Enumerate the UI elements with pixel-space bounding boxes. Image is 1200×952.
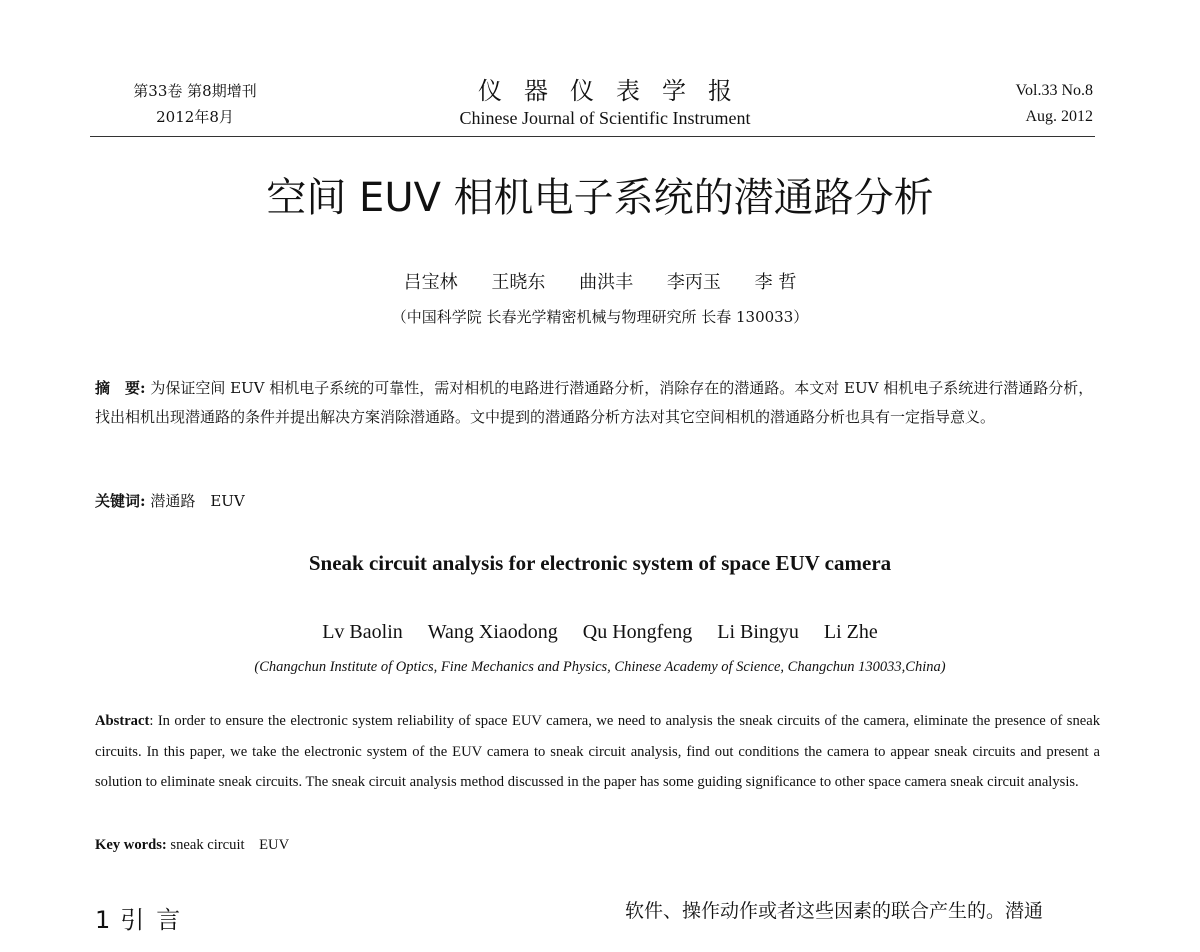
date-en: Aug. 2012 xyxy=(1025,108,1093,125)
paper-title-en: Sneak circuit analysis for electronic system of space EUV camera xyxy=(308,551,892,575)
affiliation-en: (Changchun Institute of Optics, Fine Mechanics and Physics, Chinese Academy of Science, Changchun 130033,China) xyxy=(254,659,946,675)
section-heading xyxy=(95,900,395,940)
affiliation-cn: （中国科学院 长春光学精密机械与物理研究所 长春 130033） xyxy=(391,308,809,326)
keywords-cn-text: 潜通路 EUV xyxy=(145,492,245,510)
volume-issue-en: Vol.33 No.8 xyxy=(1015,82,1093,99)
paper-title-cn: 空间 EUV 相机电子系统的潜通路分析 xyxy=(266,175,934,221)
authors-en xyxy=(0,617,1200,647)
header-right xyxy=(973,78,1093,130)
authors-cn xyxy=(0,270,1200,296)
author-cn: 曲洪丰 xyxy=(579,272,634,293)
author-en: Qu Hongfeng xyxy=(582,621,693,643)
section-title-part: 言 xyxy=(156,906,181,934)
author-cn: 王晓东 xyxy=(491,272,546,293)
header-rule xyxy=(90,136,1095,137)
author-cn: 李丙玉 xyxy=(666,272,721,293)
keywords-cn-label: 关键词: xyxy=(95,492,146,510)
keywords-en-label: Key words: xyxy=(95,837,167,853)
abstract-en xyxy=(95,706,1100,798)
journal-name-en: Chinese Journal of Scientific Instrument xyxy=(459,108,751,128)
abstract-en-label: Abstract xyxy=(95,713,150,729)
abstract-cn-label: 摘 要: xyxy=(95,379,146,397)
author-en: Lv Baolin xyxy=(322,621,403,643)
journal-header xyxy=(95,78,1093,138)
author-en: Wang Xiaodong xyxy=(427,621,558,643)
keywords-en xyxy=(95,832,1100,858)
section-title-part: 引 xyxy=(120,906,145,934)
author-cn: 吕宝林 xyxy=(403,272,458,293)
abstract-cn-text: 为保证空间 EUV 相机电子系统的可靠性，需对相机的电路进行潜通路分析，消除存在的潜通路。本文对 EUV 相机电子系统进行潜通路分析，找出相机出现潜通路的条件并提出解决方案消除潜通路。文中提到的潜通路分析方法对其它空间相机的潜通路分析也具有一定指导意义。 xyxy=(95,379,1094,426)
author-en: Li Zhe xyxy=(823,621,878,643)
journal-name-cn: 仪器仪表学报 xyxy=(478,77,754,105)
author-en: Li Bingyu xyxy=(717,621,799,643)
abstract-cn xyxy=(95,374,1100,432)
abstract-en-text: : In order to ensure the electronic system reliability of space EUV camera, we need to analysis the sneak circuits of the camera, eliminate the presence of sneak circuits. In this paper, we take the electronic system of the EUV camera to sneak circuit analysis, find out conditions the camera to appear sneak circuits and present a solution to eliminate sneak circuits. The sneak circuit analysis method discussed in the paper has some guiding significance to other space camera sneak circuit analysis. xyxy=(95,713,1100,790)
body-text-column2: 软件、操作动作或者这些因素的联合产生的。潜通 xyxy=(625,900,1044,922)
header-center xyxy=(425,78,785,132)
volume-issue-cn: 第33卷 第8期增刊 xyxy=(133,82,257,100)
keywords-cn xyxy=(95,488,1100,514)
author-cn: 李 哲 xyxy=(754,272,797,293)
section-number: 1 xyxy=(95,906,111,934)
date-cn: 2012年8月 xyxy=(156,108,234,126)
header-left xyxy=(95,78,295,130)
keywords-en-text: sneak circuit EUV xyxy=(166,837,290,853)
